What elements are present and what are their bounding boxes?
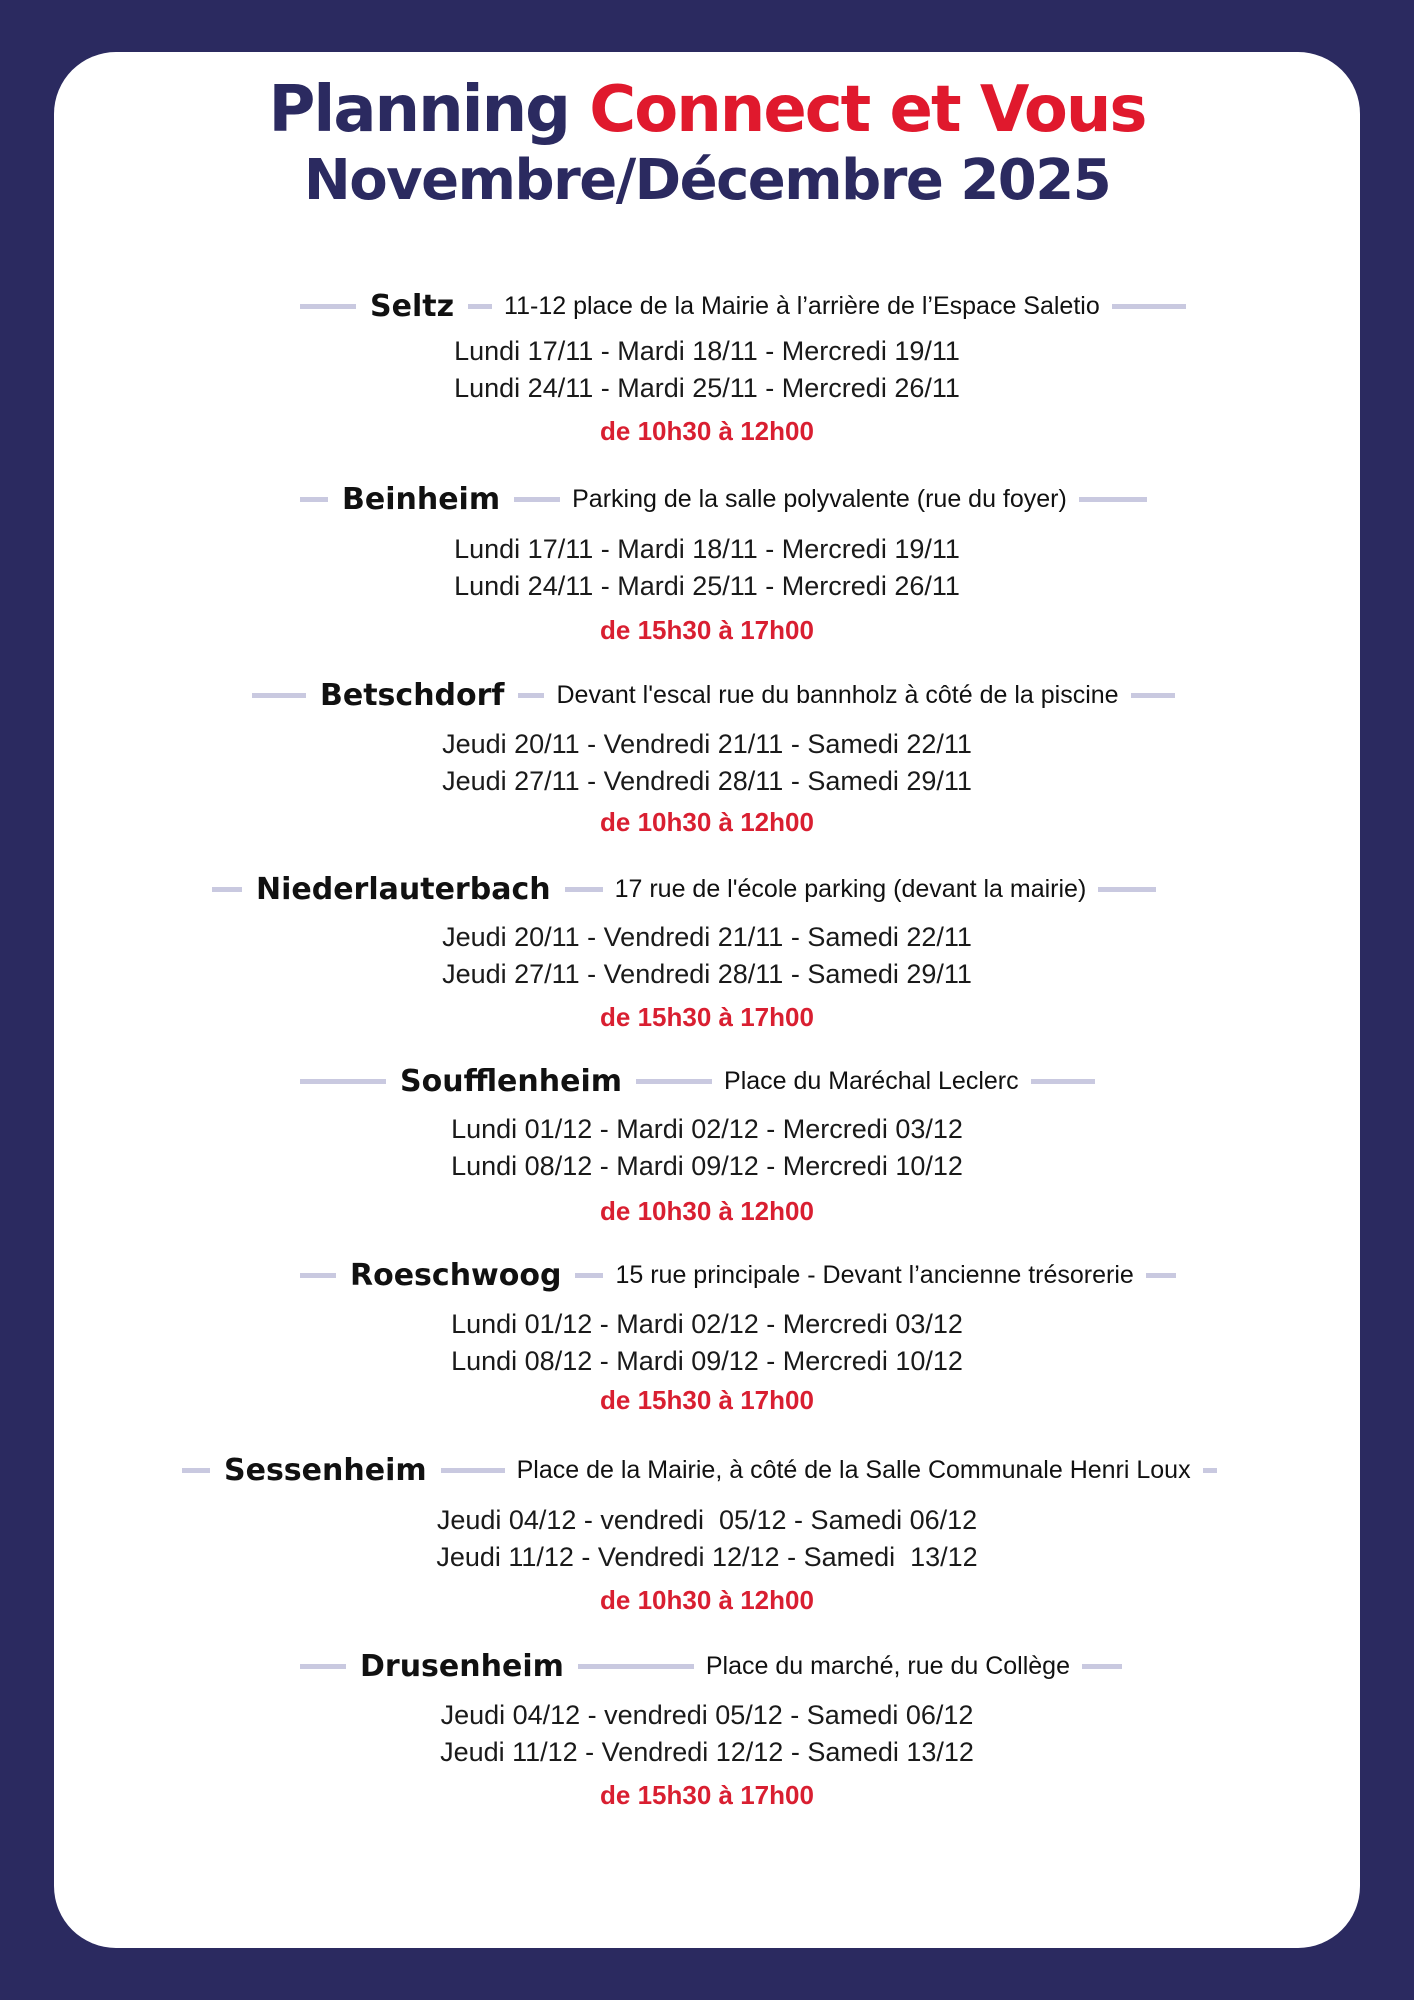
divider-line [518,693,544,698]
location-dates-drusenheim [0,1697,1414,1771]
town-name: Seltz [370,288,455,324]
date-line: Lundi 17/11 - Mardi 18/11 - Mercredi 19/11 [454,336,960,366]
location-hours-betschdorf: de 10h30 à 12h00 [600,807,814,837]
town-name: Beinheim [342,481,501,517]
date-line: Jeudi 20/11 - Vendredi 21/11 - Samedi 22/11 [442,729,972,759]
town-name: Sessenheim [224,1452,427,1488]
date-line: Lundi 24/11 - Mardi 25/11 - Mercredi 26/11 [454,373,960,403]
location-header-sessenheim [182,1450,1217,1490]
divider-line [1079,497,1147,502]
location-dates-soufflenheim [0,1111,1414,1185]
divider-line [1203,1468,1217,1473]
town-name: Soufflenheim [400,1063,623,1099]
town-name: Drusenheim [360,1648,564,1684]
date-line: Jeudi 11/12 - Vendredi 12/12 - Samedi 13/12 [440,1737,974,1767]
location-dates-betschdorf [0,726,1414,800]
date-line: Jeudi 04/12 - vendredi 05/12 - Samedi 06/12 [440,1700,974,1730]
location-hours-niederlauterbach: de 15h30 à 17h00 [600,1002,814,1032]
location-header-seltz [300,286,1186,326]
divider-line [300,1079,386,1084]
date-line: Jeudi 11/12 - Vendredi 12/12 - Samedi 13/12 [436,1542,978,1572]
divider-line [300,1273,336,1278]
town-name: Betschdorf [320,677,505,713]
location-dates-sessenheim [0,1502,1414,1576]
location-header-betschdorf [252,675,1175,715]
divider-line [441,1468,505,1473]
divider-line [636,1079,712,1084]
divider-line [1082,1664,1122,1669]
location-address: Place de la Mairie, à côté de la Salle Communale Henri Loux [516,1455,1191,1484]
date-line: Jeudi 20/11 - Vendredi 21/11 - Samedi 22/11 [442,922,972,952]
location-address: 17 rue de l'école parking (devant la mairie) [614,874,1087,903]
location-header-niederlauterbach [212,869,1156,909]
divider-line [1098,887,1156,892]
location-header-beinheim [300,479,1147,519]
date-line: Jeudi 27/11 - Vendredi 28/11 - Samedi 29/11 [442,766,972,796]
location-header-drusenheim [300,1646,1122,1686]
location-dates-niederlauterbach [0,919,1414,993]
divider-line [575,1273,603,1278]
town-name: Roeschwoog [350,1257,562,1293]
location-hours-sessenheim: de 10h30 à 12h00 [600,1585,814,1615]
date-line: Lundi 08/12 - Mardi 09/12 - Mercredi 10/12 [451,1346,963,1376]
divider-line [1112,304,1186,309]
location-header-roeschwoog [300,1255,1176,1295]
date-line: Lundi 01/12 - Mardi 02/12 - Mercredi 03/12 [451,1309,963,1339]
location-hours-seltz: de 10h30 à 12h00 [600,416,814,446]
divider-line [468,304,492,309]
location-hours-soufflenheim: de 10h30 à 12h00 [600,1196,814,1226]
location-address: Place du marché, rue du Collège [705,1651,1070,1680]
location-hours-beinheim: de 15h30 à 17h00 [600,615,814,645]
location-dates-seltz [0,333,1414,407]
location-dates-beinheim [0,531,1414,605]
date-line: Jeudi 04/12 - vendredi 05/12 - Samedi 06/12 [436,1505,978,1535]
divider-line [565,887,603,892]
location-address: 15 rue principale - Devant l’ancienne trésorerie [615,1260,1134,1289]
divider-line [300,497,328,502]
divider-line [514,497,560,502]
date-line: Lundi 24/11 - Mardi 25/11 - Mercredi 26/11 [454,571,960,601]
divider-line [212,887,242,892]
divider-line [300,1664,346,1669]
divider-line [300,304,356,309]
location-address: 11-12 place de la Mairie à l’arrière de l’Espace Saletio [504,291,1100,320]
location-dates-roeschwoog [0,1306,1414,1380]
date-line: Lundi 17/11 - Mardi 18/11 - Mercredi 19/11 [454,534,960,564]
location-address: Devant l'escal rue du bannholz à côté de la piscine [556,680,1119,709]
divider-line [1131,693,1175,698]
divider-line [182,1468,210,1473]
location-hours-drusenheim: de 15h30 à 17h00 [600,1780,814,1810]
date-line: Lundi 08/12 - Mardi 09/12 - Mercredi 10/12 [451,1151,963,1181]
page-title [0,72,1414,148]
location-address: Parking de la salle polyvalente (rue du foyer) [572,484,1067,513]
location-address: Place du Maréchal Leclerc [724,1066,1019,1095]
divider-line [252,693,306,698]
location-header-soufflenheim [300,1061,1095,1101]
location-hours-roeschwoog: de 15h30 à 17h00 [600,1385,814,1415]
divider-line [578,1664,694,1669]
title-planning: Planning [268,73,569,147]
date-line: Lundi 01/12 - Mardi 02/12 - Mercredi 03/12 [451,1114,963,1144]
divider-line [1031,1079,1095,1084]
page-subtitle: Novembre/Décembre 2025 [303,148,1111,213]
town-name: Niederlauterbach [256,871,551,907]
title-accent: Connect et Vous [589,73,1146,147]
divider-line [1146,1273,1176,1278]
date-line: Jeudi 27/11 - Vendredi 28/11 - Samedi 29/11 [442,959,972,989]
